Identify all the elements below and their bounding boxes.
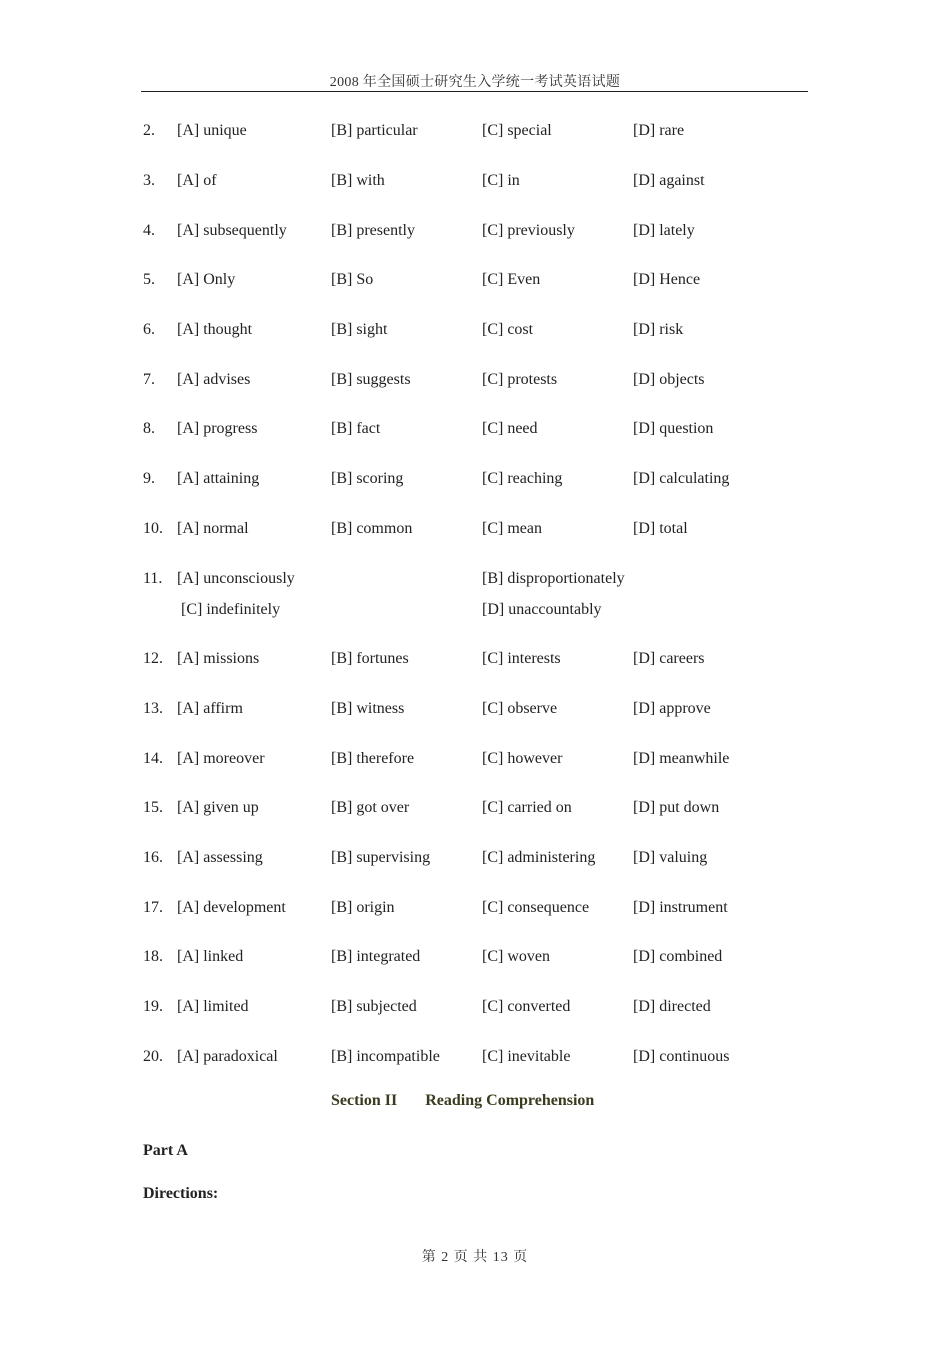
option-a: [A] missions bbox=[177, 650, 260, 667]
option-b: [B] subjected bbox=[331, 998, 417, 1015]
question-number: 6. bbox=[143, 321, 155, 338]
question-number: 19. bbox=[143, 998, 163, 1015]
option-a: [A] affirm bbox=[177, 700, 243, 717]
question-row bbox=[0, 567, 950, 591]
question-row bbox=[0, 467, 950, 491]
option-c: [C] administering bbox=[482, 849, 596, 866]
page-header-title: 2008 年全国硕士研究生入学统一考试英语试题 bbox=[329, 75, 621, 90]
question-number: 4. bbox=[143, 222, 155, 239]
option-a: [A] limited bbox=[177, 998, 249, 1015]
question-number: 5. bbox=[143, 271, 155, 288]
question-row bbox=[0, 169, 950, 193]
option-d: [D] continuous bbox=[633, 1048, 730, 1065]
section-heading bbox=[331, 1089, 594, 1113]
question-number: 17. bbox=[143, 899, 163, 916]
question-row bbox=[0, 697, 950, 721]
question-number: 14. bbox=[143, 750, 163, 767]
option-b: [B] disproportionately bbox=[482, 570, 625, 587]
option-c: [C] however bbox=[482, 750, 563, 767]
question-row bbox=[0, 796, 950, 820]
question-row bbox=[0, 517, 950, 541]
option-d: [D] total bbox=[633, 520, 688, 537]
option-d: [D] instrument bbox=[633, 899, 728, 916]
option-b: [B] particular bbox=[331, 122, 418, 139]
option-b: [B] presently bbox=[331, 222, 415, 239]
option-c: [C] interests bbox=[482, 650, 561, 667]
option-c: [C] carried on bbox=[482, 799, 572, 816]
question-row bbox=[0, 417, 950, 441]
option-a: [A] thought bbox=[177, 321, 253, 338]
option-c: [C] converted bbox=[482, 998, 571, 1015]
option-c: [C] reaching bbox=[482, 470, 563, 487]
option-b: [B] got over bbox=[331, 799, 410, 816]
option-d: [D] risk bbox=[633, 321, 684, 338]
question-number: 13. bbox=[143, 700, 163, 717]
question-row bbox=[0, 647, 950, 671]
option-d: [D] unaccountably bbox=[482, 601, 602, 618]
option-c: [C] special bbox=[482, 122, 552, 139]
section-name: Reading Comprehension bbox=[425, 1092, 595, 1109]
question-row bbox=[0, 747, 950, 771]
question-number: 7. bbox=[143, 371, 155, 388]
question-row bbox=[0, 945, 950, 969]
option-a: [A] given up bbox=[177, 799, 259, 816]
option-a: [A] normal bbox=[177, 520, 249, 537]
question-row bbox=[0, 318, 950, 342]
section-number: Section II bbox=[331, 1092, 398, 1109]
option-a: [A] linked bbox=[177, 948, 244, 965]
question-number: 2. bbox=[143, 122, 155, 139]
directions-label: Directions: bbox=[143, 1185, 219, 1202]
option-d: [D] question bbox=[633, 420, 714, 437]
option-b: [B] origin bbox=[331, 899, 395, 916]
option-d: [D] put down bbox=[633, 799, 720, 816]
option-b: [B] therefore bbox=[331, 750, 415, 767]
option-d: [D] meanwhile bbox=[633, 750, 730, 767]
option-d: [D] against bbox=[633, 172, 705, 189]
question-row bbox=[0, 219, 950, 243]
option-c: [C] in bbox=[482, 172, 520, 189]
page-footer: 第 2 页 共 13 页 bbox=[421, 1250, 529, 1265]
option-a: [A] Only bbox=[177, 271, 236, 288]
option-b: [B] fact bbox=[331, 420, 381, 437]
question-number: 18. bbox=[143, 948, 163, 965]
option-c: [C] observe bbox=[482, 700, 558, 717]
option-b: [B] common bbox=[331, 520, 413, 537]
option-d: [D] careers bbox=[633, 650, 705, 667]
option-b: [B] suggests bbox=[331, 371, 411, 388]
part-label: Part A bbox=[143, 1142, 188, 1159]
question-row-continued bbox=[0, 598, 950, 622]
question-row bbox=[0, 368, 950, 392]
option-a: [A] moreover bbox=[177, 750, 265, 767]
option-b: [B] scoring bbox=[331, 470, 404, 487]
option-d: [D] rare bbox=[633, 122, 685, 139]
option-a: [A] paradoxical bbox=[177, 1048, 278, 1065]
question-row bbox=[0, 1045, 950, 1069]
option-a: [A] attaining bbox=[177, 470, 260, 487]
question-number: 15. bbox=[143, 799, 163, 816]
option-a: [A] of bbox=[177, 172, 217, 189]
option-d: [D] approve bbox=[633, 700, 711, 717]
option-c: [C] Even bbox=[482, 271, 541, 288]
option-d: [D] Hence bbox=[633, 271, 701, 288]
option-a: [A] subsequently bbox=[177, 222, 287, 239]
option-a: [A] assessing bbox=[177, 849, 263, 866]
option-d: [D] lately bbox=[633, 222, 695, 239]
option-c: [C] protests bbox=[482, 371, 558, 388]
question-row bbox=[0, 995, 950, 1019]
option-a: [A] development bbox=[177, 899, 286, 916]
option-b: [B] witness bbox=[331, 700, 405, 717]
option-d: [D] calculating bbox=[633, 470, 730, 487]
option-c: [C] cost bbox=[482, 321, 534, 338]
option-c: [C] previously bbox=[482, 222, 575, 239]
question-row bbox=[0, 268, 950, 292]
option-c: [C] need bbox=[482, 420, 538, 437]
question-row bbox=[0, 896, 950, 920]
option-c: [C] consequence bbox=[482, 899, 590, 916]
question-row bbox=[0, 119, 950, 143]
option-b: [B] supervising bbox=[331, 849, 431, 866]
option-b: [B] integrated bbox=[331, 948, 421, 965]
question-row bbox=[0, 846, 950, 870]
question-number: 8. bbox=[143, 420, 155, 437]
option-b: [B] fortunes bbox=[331, 650, 409, 667]
option-c: [C] inevitable bbox=[482, 1048, 571, 1065]
header-divider bbox=[141, 91, 808, 92]
option-a: [A] unconsciously bbox=[177, 570, 295, 587]
option-b: [B] sight bbox=[331, 321, 388, 338]
question-number: 12. bbox=[143, 650, 163, 667]
question-number: 9. bbox=[143, 470, 155, 487]
option-d: [D] directed bbox=[633, 998, 711, 1015]
option-d: [D] combined bbox=[633, 948, 723, 965]
option-d: [D] objects bbox=[633, 371, 705, 388]
question-number: 10. bbox=[143, 520, 163, 537]
option-a: [A] progress bbox=[177, 420, 258, 437]
question-number: 3. bbox=[143, 172, 155, 189]
option-b: [B] with bbox=[331, 172, 385, 189]
question-number: 16. bbox=[143, 849, 163, 866]
option-d: [D] valuing bbox=[633, 849, 708, 866]
option-c: [C] indefinitely bbox=[181, 601, 281, 618]
option-a: [A] advises bbox=[177, 371, 251, 388]
option-c: [C] mean bbox=[482, 520, 542, 537]
option-b: [B] incompatible bbox=[331, 1048, 440, 1065]
question-number: 11. bbox=[143, 570, 163, 587]
option-c: [C] woven bbox=[482, 948, 550, 965]
option-b: [B] So bbox=[331, 271, 374, 288]
question-number: 20. bbox=[143, 1048, 163, 1065]
option-a: [A] unique bbox=[177, 122, 247, 139]
